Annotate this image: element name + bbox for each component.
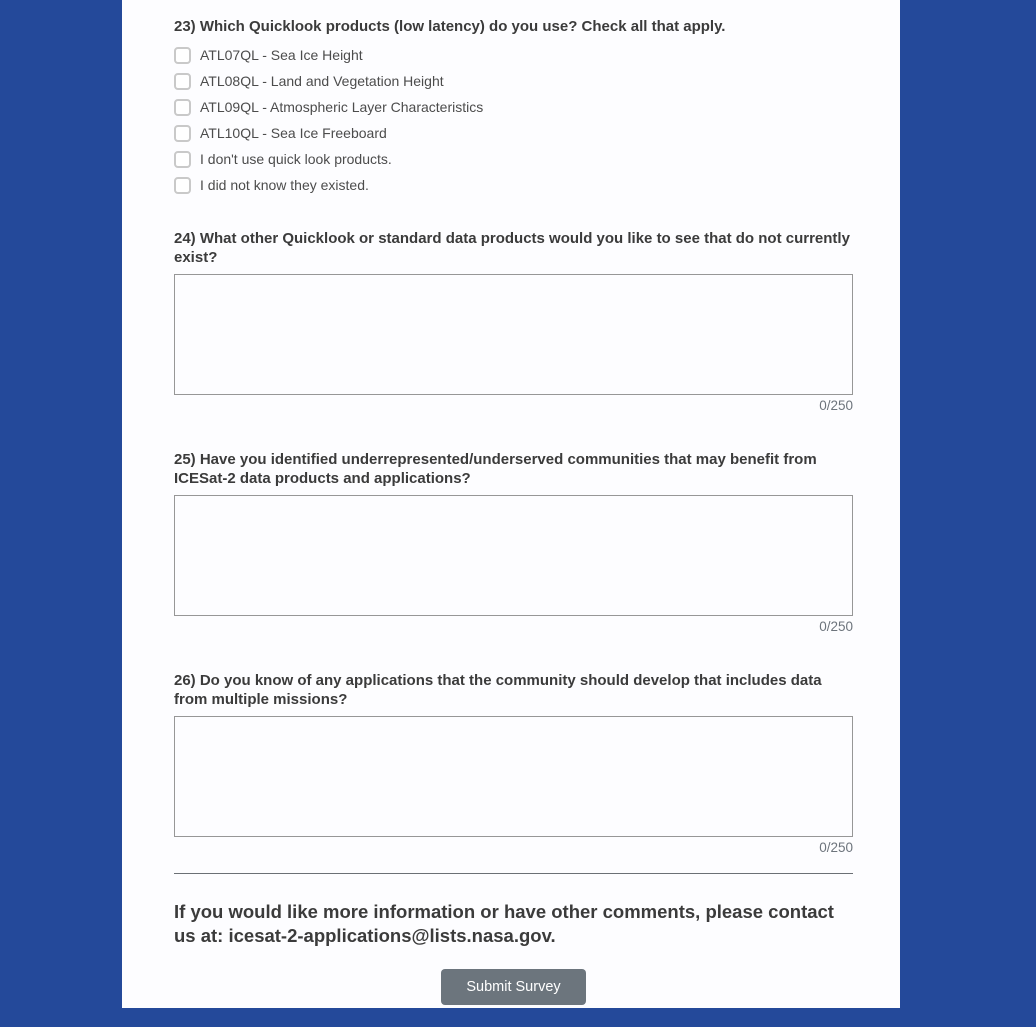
question-25-textarea[interactable] — [174, 495, 853, 616]
checkbox-option-atl08ql[interactable] — [174, 68, 853, 94]
contact-message: If you would like more information or have other comments, please contact us at: icesat-2-applications@lists.nasa.gov. — [174, 901, 834, 946]
checkbox-option-label: ATL10QL - Sea Ice Freeboard — [200, 125, 387, 141]
checkbox-atl09ql[interactable] — [174, 99, 191, 116]
checkbox-atl10ql[interactable] — [174, 125, 191, 142]
submit-survey-button[interactable]: Submit Survey — [441, 969, 585, 1005]
checkbox-option-label: I don't use quick look products. — [200, 151, 392, 167]
question-26-label: 26) Do you know of any applications that the community should develop that includes data from multiple missions? — [174, 672, 822, 708]
checkbox-option-did-not-know[interactable] — [174, 172, 853, 198]
checkbox-atl08ql[interactable] — [174, 73, 191, 90]
checkbox-option-atl07ql[interactable] — [174, 42, 853, 68]
checkbox-option-dont-use[interactable] — [174, 146, 853, 172]
checkbox-atl07ql[interactable] — [174, 47, 191, 64]
question-23-label: 23) Which Quicklook products (low latency) do you use? Check all that apply. — [174, 18, 726, 35]
checkbox-option-label: ATL09QL - Atmospheric Layer Characteristics — [200, 99, 484, 115]
checkbox-option-atl09ql[interactable] — [174, 94, 853, 120]
checkbox-option-label: ATL07QL - Sea Ice Height — [200, 47, 363, 63]
question-23-options — [174, 42, 853, 198]
checkbox-option-label: ATL08QL - Land and Vegetation Height — [200, 73, 444, 89]
question-26-char-counter: 0/250 — [819, 840, 853, 855]
survey-card — [122, 0, 900, 1008]
submit-button-row — [174, 969, 853, 1005]
survey-content — [122, 0, 900, 1005]
checkbox-dont-use[interactable] — [174, 151, 191, 168]
checkbox-option-atl10ql[interactable] — [174, 120, 853, 146]
section-divider — [174, 873, 853, 874]
question-25-char-counter: 0/250 — [819, 619, 853, 634]
question-24-textarea[interactable] — [174, 274, 853, 395]
question-24-char-counter: 0/250 — [819, 398, 853, 413]
question-26-textarea[interactable] — [174, 716, 853, 837]
question-24-label: 24) What other Quicklook or standard data products would you like to see that do not currently exist? — [174, 230, 850, 266]
checkbox-option-label: I did not know they existed. — [200, 177, 369, 193]
question-25-label: 25) Have you identified underrepresented/underserved communities that may benefit from ICESat-2 data products and applications? — [174, 451, 817, 487]
checkbox-did-not-know[interactable] — [174, 177, 191, 194]
